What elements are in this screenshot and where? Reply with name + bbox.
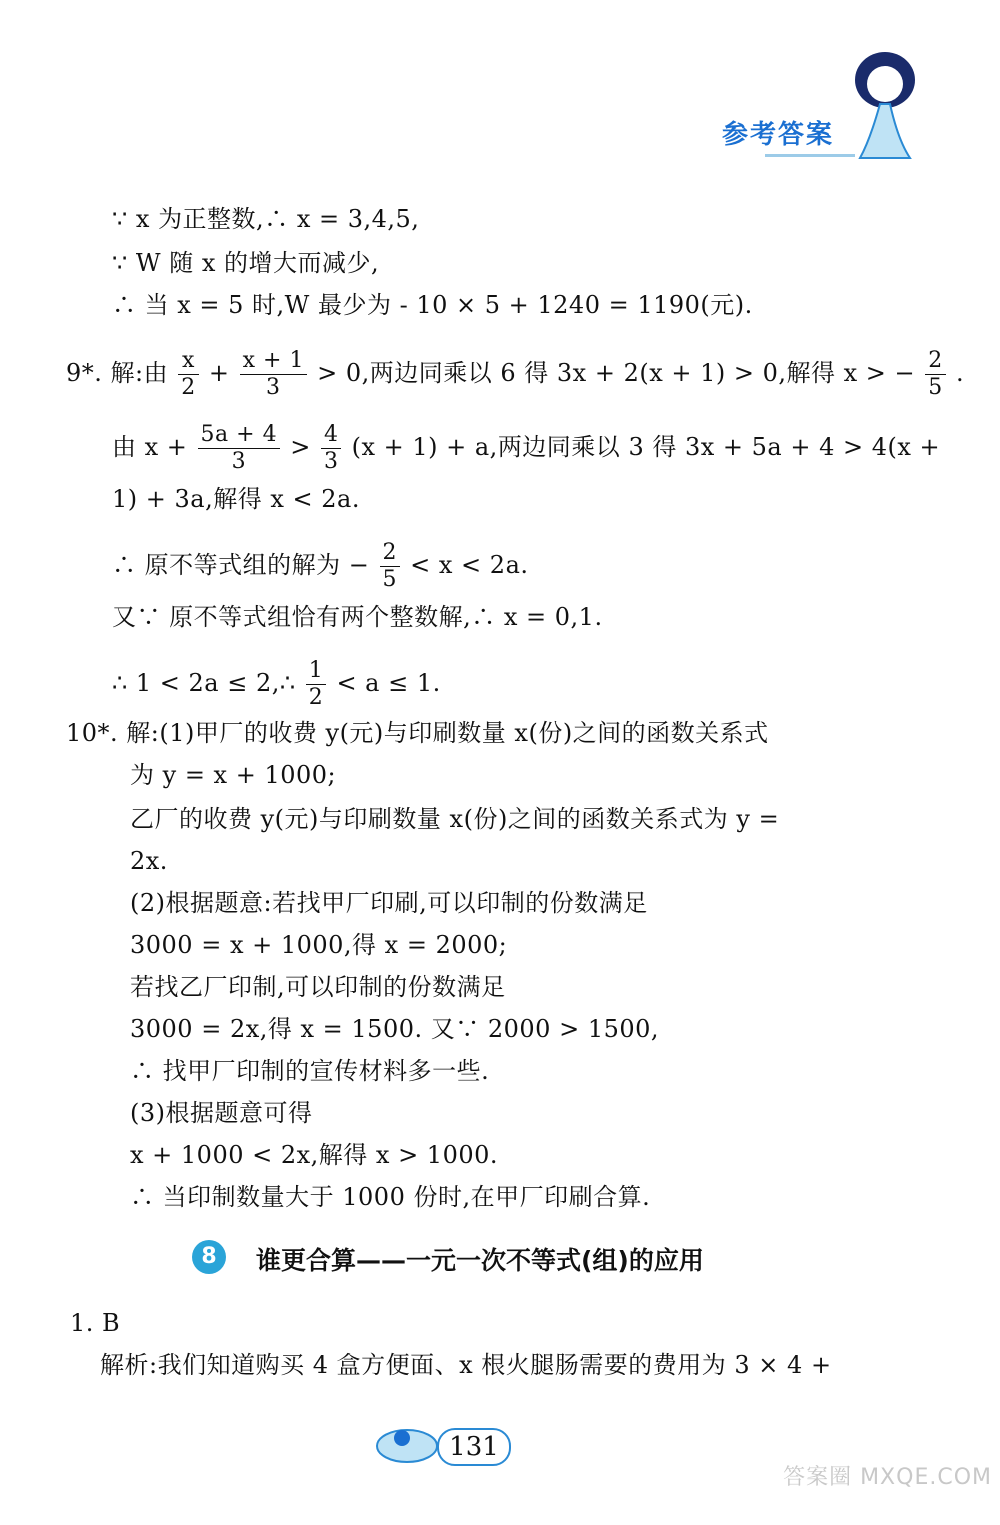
solution-line: ∴ 当 x = 5 时,W 最少为 - 10 × 5 + 1240 = 1190(元). xyxy=(112,291,753,319)
denominator: 3 xyxy=(231,449,247,474)
watermark: 答案圈 MXQE.COM xyxy=(783,1465,992,1490)
fraction xyxy=(380,540,401,593)
question-10-line: 10*. 解:(1)甲厂的收费 y(元)与印刷数量 x(份)之间的函数关系式 xyxy=(66,719,769,747)
text-span: . xyxy=(955,359,965,387)
fraction xyxy=(306,658,327,711)
solution-line: 若找乙厂印制,可以印制的份数满足 xyxy=(130,973,506,1001)
solution-line: 1) + 3a,解得 x < 2a. xyxy=(112,485,360,513)
solution-line: ∵ W 随 x 的增大而减少, xyxy=(112,249,380,277)
fraction xyxy=(240,348,307,401)
solution-line: ∴ 找甲厂印制的宣传材料多一些. xyxy=(130,1057,490,1085)
solution-line xyxy=(112,540,529,593)
text-span: (x + 1) + a,两边同乘以 3 得 3x + 5a + 4 > 4(x + xyxy=(351,433,941,461)
denominator: 2 xyxy=(308,685,324,710)
solution-line: 又∵ 原不等式组恰有两个整数解,∴ x = 0,1. xyxy=(112,603,603,631)
solution-line xyxy=(112,422,940,475)
denominator: 5 xyxy=(928,375,943,400)
numerator: x xyxy=(178,348,199,375)
text-span: < a ≤ 1. xyxy=(336,669,441,697)
text-span: 9*. 解:由 xyxy=(66,359,169,387)
solution-line: (2)根据题意:若找甲厂印刷,可以印制的份数满足 xyxy=(130,889,648,917)
text-span: ∴ 原不等式组的解为 − xyxy=(112,551,370,579)
footer-decoration-icon xyxy=(372,1418,442,1468)
text-span: > 0,两边同乘以 6 得 3x + 2(x + 1) > 0,解得 x > − xyxy=(317,359,916,387)
denominator: 2 xyxy=(181,375,196,400)
numerator: 4 xyxy=(321,422,342,449)
denominator: 3 xyxy=(266,375,281,400)
solution-line: 3000 = 2x,得 x = 1500. 又∵ 2000 > 1500, xyxy=(130,1015,660,1043)
fraction xyxy=(178,348,199,401)
denominator: 3 xyxy=(323,449,339,474)
fraction xyxy=(198,422,281,475)
header-title: 参考答案 xyxy=(722,120,835,150)
answer-line: 1. B xyxy=(70,1309,121,1337)
page-number: 131 xyxy=(437,1428,511,1466)
text-span: 由 x + xyxy=(112,433,188,461)
section-title: 谁更合算——一元一次不等式(组)的应用 xyxy=(256,1246,704,1275)
answer-line: 解析:我们知道购买 4 盒方便面、x 根火腿肠需要的费用为 3 × 4 + xyxy=(100,1351,832,1379)
text-span: ∴ 1 < 2a ≤ 2,∴ xyxy=(112,669,296,697)
section-number-badge: 8 xyxy=(192,1240,226,1274)
solution-line: (3)根据题意可得 xyxy=(130,1099,313,1127)
solution-line: 为 y = x + 1000; xyxy=(130,761,337,789)
solution-line xyxy=(112,658,441,711)
solution-line: x + 1000 < 2x,解得 x > 1000. xyxy=(130,1141,499,1169)
solution-line: 乙厂的收费 y(元)与印刷数量 x(份)之间的函数关系式为 y = xyxy=(130,805,780,833)
numerator: 1 xyxy=(306,658,327,685)
solution-line: ∵ x 为正整数,∴ x = 3,4,5, xyxy=(112,205,420,233)
question-9-line: 9*. 解:由 $\frac{x}{2}$ + $\frac{x + 1}{3}$ > 0,两边同乘以 6 得 3x + 2(x + 1) > 0,解得 x > − $\frac{2}{5}$ . xyxy=(66,348,965,400)
numerator: 2 xyxy=(925,348,946,375)
header-divider xyxy=(765,154,855,157)
solution-line: 2x. xyxy=(130,847,168,875)
solution-line: 3000 = x + 1000,得 x = 2000; xyxy=(130,931,508,959)
fraction xyxy=(321,422,342,475)
numerator: x + 1 xyxy=(240,348,307,375)
denominator: 5 xyxy=(382,567,398,592)
text-span: < x < 2a. xyxy=(410,551,529,579)
text-span: > xyxy=(290,433,311,461)
numerator: 2 xyxy=(380,540,401,567)
solution-line: ∴ 当印制数量大于 1000 份时,在甲厂印刷合算. xyxy=(130,1183,651,1211)
mascot-illustration xyxy=(840,40,950,170)
numerator: 5a + 4 xyxy=(198,422,281,449)
fraction xyxy=(925,348,946,401)
